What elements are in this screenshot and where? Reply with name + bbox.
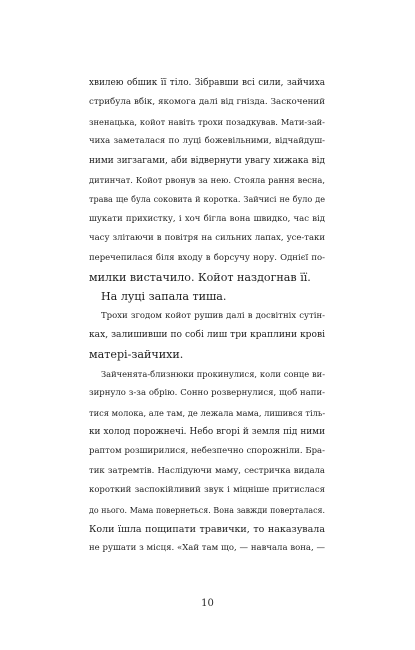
text-line: На луці запала тиша. <box>101 290 227 304</box>
text-line: Зайченята-близнюки прокинулися, коли сонце ви- <box>101 368 325 379</box>
text-line: перечепилася біля входу в борсучу нору. Однієї по- <box>89 252 325 263</box>
text-line: раптом розширилися, небезпечно спорожніли. Бра- <box>89 446 325 457</box>
text-line: ки холод порожнечі. Небо вгорі й земля під ними <box>89 427 325 438</box>
text-line: матері-зайчихи. <box>89 348 184 362</box>
text-line: Коли їшла пощипати травички, то наказувала <box>89 523 325 535</box>
text-line: трава ще була соковита й коротка. Зайчисі не було де <box>89 194 325 205</box>
text-line: до нього. Мама повернеться. Вона завжди поверталася. <box>89 505 325 515</box>
text-line: не рушати з місця. «Хай там що, — навчала вона, — <box>89 543 325 554</box>
text-line: часу злітаючи в повітря на сильних лапах, усе-таки <box>89 233 325 244</box>
text-line: тик затремтів. Наслідуючи маму, сестричка видала <box>89 465 325 476</box>
text-line: зирнуло з-за обрію. Сонно розвернулися, щоб напи- <box>89 388 325 399</box>
text-line: милки вистачило. Койот наздогнав її. <box>89 270 311 284</box>
text-line: дитинчат. Койот рвонув за нею. Стояла рання весна, <box>89 174 325 185</box>
page-number: 10 <box>201 598 214 609</box>
text-line: чиха заметалася по луці божевільними, відчайдуш- <box>89 136 325 147</box>
text-line: хвилею обшик її тіло. Зібравши всі сили, зайчиха <box>89 78 325 88</box>
text-line: ними зигзагами, аби відвернути увагу хижака від <box>89 155 325 166</box>
text-line: ках, залишивши по собі лиш три краплини крові <box>89 330 325 341</box>
text-line: Трохи згодом койот рушив далі в досвітніх сутін- <box>101 310 325 321</box>
text-line: стрибула вбік, якомога далі від гнізда. Заскочений <box>89 97 325 108</box>
text-line: шукати прихистку, і хоч бігла вона швидко, час від <box>89 213 325 224</box>
text-line: тися молока, але там, де лежала мама, лишився тіль- <box>89 407 325 418</box>
body-text <box>89 74 325 559</box>
text-line: короткий заспокійливий звук і міцніше притислася <box>89 485 325 496</box>
text-line: зненацька, койот навіть трохи позадкував. Мати-зай- <box>89 116 325 127</box>
